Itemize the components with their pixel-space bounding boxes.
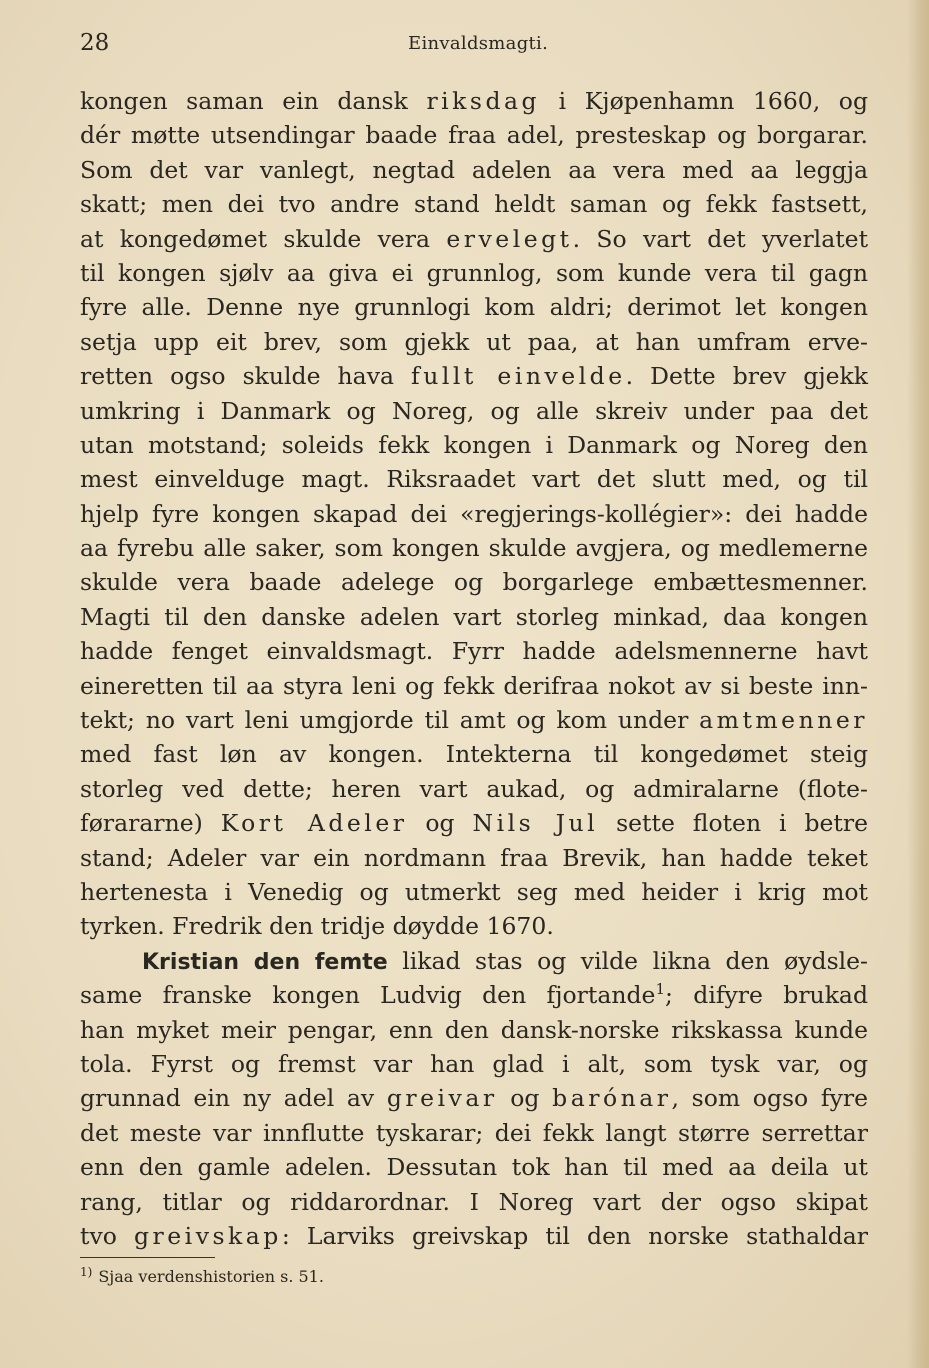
text-segment: og <box>407 809 473 838</box>
page-edge-shadow <box>907 0 929 1368</box>
text-segment: førararne) <box>80 809 221 838</box>
text-line <box>80 703 868 737</box>
text-segment: skatt; men dei tvo andre stand heldt saman og fekk fastsett, <box>80 190 868 219</box>
text-line <box>80 737 868 771</box>
text-segment: stand; Adeler var ein nordmann fraa Brevik, han hadde teket <box>80 843 868 872</box>
text-line <box>80 1116 868 1150</box>
text-segment: ervelegt <box>446 224 573 253</box>
text-line <box>80 978 868 1012</box>
text-line <box>80 428 868 462</box>
text-line <box>80 944 868 978</box>
text-line <box>80 222 868 256</box>
text-segment: tekt; no vart leni umgjorde til amt og kom under <box>80 706 700 735</box>
text-segment: barónar <box>552 1084 672 1113</box>
text-line <box>80 84 868 118</box>
running-title: Einvaldsmagti. <box>408 33 549 54</box>
text-line <box>80 565 868 599</box>
text-segment: skulde vera baade adelege og borgarlege embættesmenner. <box>80 568 868 597</box>
text-segment: amtmenner <box>699 706 868 735</box>
text-segment: i Kjøpenhamn 1660, og <box>540 87 868 115</box>
text-segment: greivskap <box>134 1221 282 1250</box>
text-segment: , som ogso fyre <box>671 1084 868 1113</box>
text-line <box>80 772 868 806</box>
text-line <box>80 497 868 531</box>
page-header <box>80 30 870 60</box>
body-text <box>80 84 868 1253</box>
text-segment: Kristian den femte <box>142 949 388 975</box>
text-segment: : Larviks greivskap til den norske stathaldar <box>281 1221 868 1250</box>
text-segment: med fast løn av kongen. Intekterna til kongedømet steig <box>80 740 868 769</box>
footnote <box>80 1265 680 1289</box>
text-segment: han myket meir pengar, enn den dansk-norske rikskassa kunde <box>80 1015 868 1044</box>
text-segment: tyrken. Fredrik den tridje døydde 1670. <box>80 912 554 941</box>
text-line <box>80 394 868 428</box>
text-line <box>80 1047 868 1081</box>
text-line <box>80 1150 868 1184</box>
text-line <box>80 909 868 943</box>
page-number: 28 <box>80 30 110 56</box>
text-segment: tola. Fyrst og fremst var han glad i alt, som tysk var, og <box>80 1049 868 1078</box>
text-line <box>80 1013 868 1047</box>
text-line <box>80 806 868 840</box>
text-segment: greivar <box>386 1084 498 1113</box>
text-segment: aa fyrebu alle saker, som kongen skulde avgjera, og medlemerne <box>80 534 868 563</box>
text-line <box>80 187 868 221</box>
text-segment: Magti til den danske adelen vart storleg minkad, daa kongen <box>80 602 868 631</box>
text-segment: grunnad ein ny adel av <box>80 1084 387 1113</box>
text-line <box>80 600 868 634</box>
text-line <box>80 531 868 565</box>
text-segment: storleg ved dette; heren vart aukad, og admiralarne (flote- <box>80 774 868 803</box>
text-segment: hadde fenget einvaldsmagt. Fyrr hadde adelsmennerne havt <box>80 637 868 666</box>
text-segment: riksdag <box>426 87 541 115</box>
text-segment: til kongen sjølv aa giva ei grunnlog, som kunde vera til gagn <box>80 258 868 287</box>
text-segment: det meste var innflutte tyskarar; dei fekk langt større serrettar <box>80 1118 868 1147</box>
text-line <box>80 669 868 703</box>
text-line <box>80 634 868 668</box>
text-line <box>80 359 868 393</box>
text-line <box>80 462 868 496</box>
text-segment: Kort Adeler <box>220 809 408 838</box>
text-segment: mest einvelduge magt. Riksraadet vart det slutt med, og til <box>80 465 868 494</box>
text-line <box>80 325 868 359</box>
footnote-rule <box>80 1257 215 1258</box>
text-line <box>80 256 868 290</box>
text-segment: . Dette brev gjekk <box>625 362 868 391</box>
text-segment: Nils Jul <box>472 809 599 838</box>
text-segment: Som det var vanlegt, negtad adelen aa vera med aa leggja <box>80 155 868 184</box>
text-segment: same franske kongen Ludvig den fjortande <box>80 981 656 1010</box>
text-line <box>80 153 868 187</box>
text-segment: . So vart det yverlatet <box>572 224 869 253</box>
text-segment: fyre alle. Denne nye grunnlogi kom aldri; derimot let kongen <box>80 293 868 322</box>
footnote-text: Sjaa verdenshistorien s. 51. <box>98 1267 324 1286</box>
text-segment: enn den gamle adelen. Dessutan tok han til med aa deila ut <box>80 1153 868 1182</box>
text-line <box>80 1185 868 1219</box>
text-segment: utan motstand; soleids fekk kongen i Danmark og Noreg den <box>80 430 868 459</box>
text-line <box>80 290 868 324</box>
text-segment: setja upp eit brev, som gjekk ut paa, at han umfram erve- <box>80 327 868 356</box>
text-segment: tvo <box>80 1221 134 1250</box>
footnote-number: 1) <box>80 1264 93 1279</box>
text-segment: dér møtte utsendingar baade fraa adel, presteskap og borgarar. <box>80 121 868 150</box>
text-line <box>80 1219 868 1253</box>
text-segment: retten ogso skulde hava <box>80 362 412 391</box>
text-line <box>80 118 868 152</box>
text-segment: umkring i Danmark og Noreg, og alle skreiv under paa det <box>80 396 868 425</box>
text-segment: hertenesta i Venedig og utmerkt seg med heider i krig mot <box>80 877 868 906</box>
text-segment: likad stas og vilde likna den øydsle- <box>387 946 868 975</box>
text-segment: hjelp fyre kongen skapad dei «regjerings-kollégier»: dei hadde <box>80 499 868 528</box>
text-segment: eineretten til aa styra leni og fekk derifraa nokot av si beste inn- <box>80 671 868 700</box>
text-segment: at kongedømet skulde vera <box>80 224 447 253</box>
text-segment: rang, titlar og riddarordnar. I Noreg vart der ogso skipat <box>80 1187 868 1216</box>
text-segment: fullt einvelde <box>411 362 626 391</box>
footnote-reference: 1 <box>655 980 666 999</box>
text-line <box>80 841 868 875</box>
text-segment: ; difyre brukad <box>665 981 868 1010</box>
text-segment: og <box>497 1084 553 1113</box>
text-segment: kongen saman ein dansk <box>80 87 427 115</box>
text-segment: sette floten i betre <box>598 809 868 838</box>
text-line <box>80 1081 868 1115</box>
text-line <box>80 875 868 909</box>
